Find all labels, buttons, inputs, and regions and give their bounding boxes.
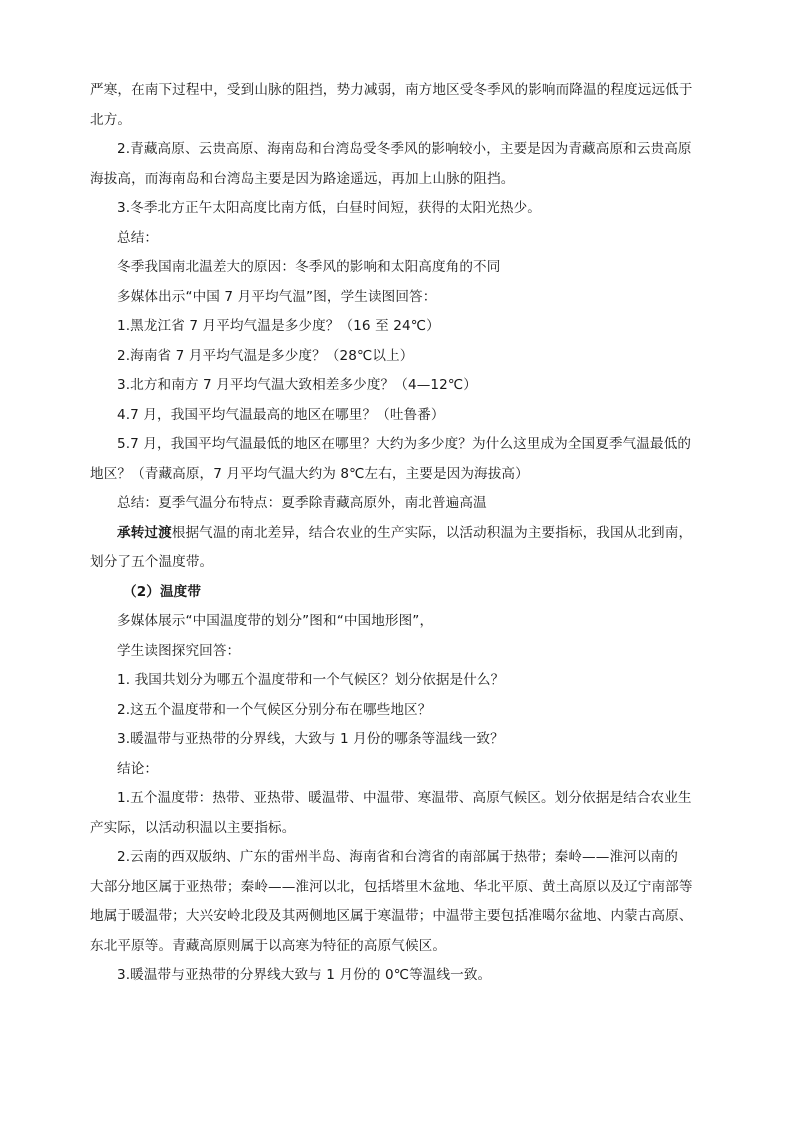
conclusion-item: 1.五个温度带：热带、亚热带、暖温带、中温带、寒温带、高原气候区。划分依据是结合农业生	[117, 790, 692, 806]
question-item: 2.海南省 7 月平均气温是多少度？（28℃以上）	[117, 347, 414, 364]
section-heading: （2）温度带	[123, 583, 202, 600]
paragraph-line: 大部分地区属于亚热带；秦岭——淮河以北，包括塔里木盆地、华北平原、黄土高原以及辽宁南部等	[90, 878, 693, 895]
paragraph-line: 多媒体出示“中国 7 月平均气温”图，学生读图回答：	[117, 288, 437, 305]
paragraph-line: 北方。	[90, 111, 132, 128]
paragraph-line: 地属于暖温带；大兴安岭北段及其两侧地区属于寒温带；中温带主要包括准噶尔盆地、内蒙古高原、	[90, 908, 693, 924]
conclusion-item: 3.暖温带与亚热带的分界线大致与 1 月份的 0℃等温线一致。	[117, 967, 492, 983]
question-item: 5.7 月，我国平均气温最低的地区在哪里？大约为多少度？为什么这里成为全国夏季气温最低的	[117, 436, 692, 452]
paragraph-line: 东北平原等。青藏高原则属于以高寒为特征的高原气候区。	[90, 937, 447, 954]
question-item: 2.这五个温度带和一个气候区分别分布在哪些地区？	[117, 701, 432, 718]
paragraph-line: 地区？（青藏高原，7 月平均气温大约为 8℃左右，主要是因为海拔高）	[90, 465, 529, 482]
question-item: 3.暖温带与亚热带的分界线，大致与 1 月份的哪条等温线一致？	[117, 731, 504, 747]
document-body	[90, 76, 706, 991]
transition-text: 根据气温的南北差异，结合农业的生产实际，以活动积温为主要指标，我国从北到南，	[171, 524, 693, 541]
paragraph-line: 严寒，在南下过程中，受到山脉的阻挡，势力减弱，南方地区受冬季风的影响而降温的程度远远低于	[90, 82, 693, 98]
paragraph-line: 海拔高，而海南岛和台湾岛主要是因为路途遥远，再加上山脉的阻挡。	[90, 170, 515, 187]
question-item: 1. 我国共划分为哪五个温度带和一个气候区？划分依据是什么？	[117, 672, 505, 688]
conclusion-item: 2.云南的西双版纳、广东的雷州半岛、海南省和台湾省的南部属于热带；秦岭——淮河以南的	[117, 849, 678, 865]
paragraph-line: 划分了五个温度带。	[90, 554, 214, 570]
question-item: 3.北方和南方 7 月平均气温大致相差多少度？（4—12℃）	[117, 377, 477, 393]
paragraph-line: 产实际，以活动积温以主要指标。	[90, 819, 296, 836]
paragraph-line: 结论：	[117, 760, 159, 777]
paragraph-line: 冬季我国南北温差大的原因：冬季风的影响和太阳高度角的不同	[117, 259, 501, 275]
summary-line: 总结：夏季气温分布特点：夏季除青藏高原外，南北普遍高温	[117, 495, 487, 511]
question-item: 1.黑龙江省 7 月平均气温是多少度？（16 至 24℃）	[117, 318, 440, 334]
paragraph-line: 学生读图探究回答：	[117, 642, 241, 659]
paragraph-line: 多媒体展示“中国温度带的划分”图和“中国地形图”，	[117, 613, 434, 629]
paragraph-line: 2.青藏高原、云贵高原、海南岛和台湾岛受冬季风的影响较小，主要是因为青藏高原和云贵高原	[117, 141, 692, 157]
paragraph-line: 3.冬季北方正午太阳高度比南方低，白昼时间短，获得的太阳光热少。	[117, 200, 541, 216]
transition-line	[90, 519, 706, 549]
paragraph-line: 总结：	[117, 229, 159, 246]
question-item: 4.7 月，我国平均气温最高的地区在哪里？（吐鲁番）	[117, 406, 445, 423]
transition-label: 承转过渡	[117, 524, 172, 541]
